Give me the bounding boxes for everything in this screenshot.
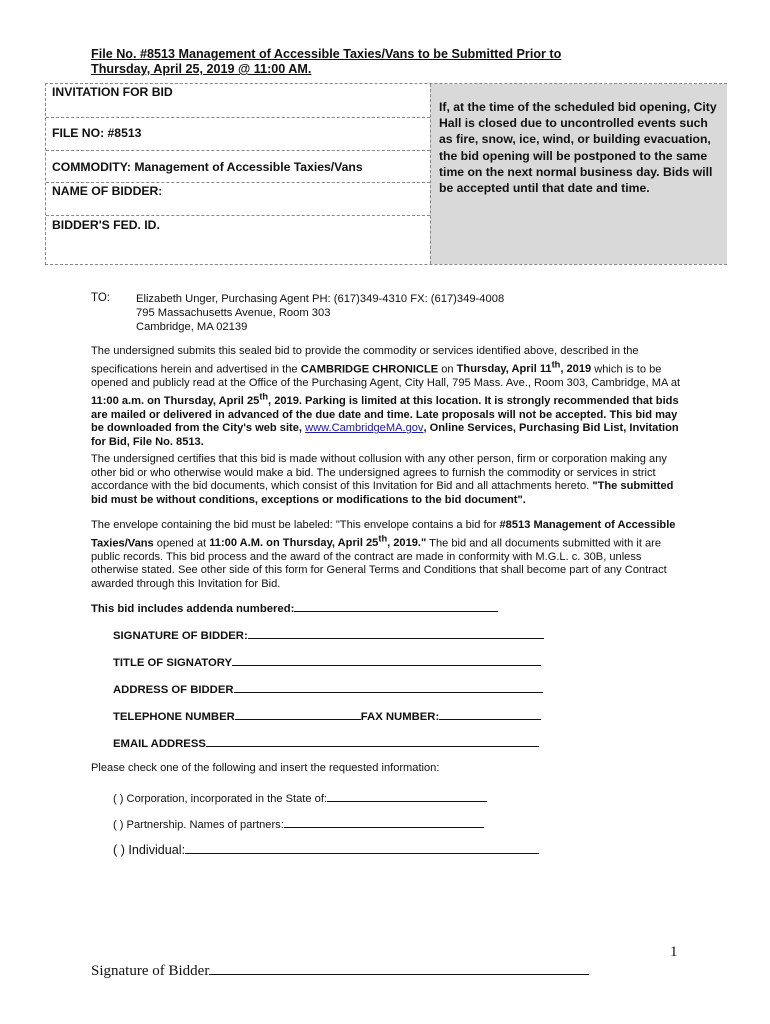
partners-names-line[interactable] bbox=[284, 815, 484, 828]
certification-paragraph bbox=[91, 453, 681, 507]
individual-option[interactable] bbox=[113, 841, 539, 857]
invitation-label: INVITATION FOR BID bbox=[52, 85, 173, 99]
para1-text-2: on bbox=[438, 363, 457, 376]
title-label: TITLE OF SIGNATORY bbox=[113, 657, 233, 669]
file-no-label: FILE NO: #8513 bbox=[52, 126, 142, 140]
title-line-1: File No. #8513 Management of Accessible Taxies/Vans to be Submitted Prior to bbox=[91, 47, 562, 61]
telephone-label: TELEPHONE NUMBER bbox=[113, 711, 235, 723]
phone-fax-field bbox=[113, 707, 541, 723]
para3-bid-title: #8513 Management of Accessible Taxies/Vans bbox=[91, 519, 676, 550]
bidder-name-label: NAME OF BIDDER: bbox=[52, 184, 163, 198]
invitation-cell bbox=[46, 84, 430, 118]
para1-text-1: The undersigned submits this sealed bid to provide the commodity or services identified above, described in the specifications herein and advertised in the bbox=[91, 345, 639, 376]
footer-signature-field bbox=[91, 960, 589, 980]
corporation-label: ( ) Corporation, incorporated in the State of: bbox=[113, 793, 327, 805]
corporation-state-line[interactable] bbox=[327, 789, 487, 802]
para2-text: The undersigned certifies that this bid is made without collusion with any other person, firm or corporation making any other bid or who otherwise would make a bid. The undersigned agrees to furnish the commodity or services in strict accordance with the bid documents, which consist of this Invitation for Bid and all attachments hereto. bbox=[91, 453, 667, 493]
email-label: EMAIL ADDRESS bbox=[113, 738, 206, 750]
fed-id-label: BIDDER'S FED. ID. bbox=[52, 218, 160, 232]
para1-download-info: , Online Services, Purchasing Bid List, Invitation for Bid, File No. 8513. bbox=[91, 422, 679, 448]
city-website-link[interactable]: www.CambridgeMA.gov bbox=[305, 422, 424, 435]
title-field bbox=[113, 653, 541, 669]
signature-field bbox=[113, 626, 544, 642]
partnership-option[interactable] bbox=[113, 815, 484, 831]
page-number: 1 bbox=[670, 944, 678, 960]
title-line-2: Thursday, April 25, 2019 @ 11:00 AM. bbox=[91, 62, 312, 76]
para1-ad-date-sup: th bbox=[551, 359, 561, 370]
bidder-name-cell[interactable] bbox=[46, 182, 430, 216]
individual-label: ( ) Individual: bbox=[113, 843, 186, 857]
signature-input-line[interactable] bbox=[248, 626, 544, 639]
footer-signature-label: Signature of Bidder bbox=[91, 963, 210, 979]
addenda-field bbox=[91, 599, 498, 615]
fed-id-cell[interactable] bbox=[46, 215, 430, 264]
para3-text-3: The bid and all documents submitted with it are public records. This bid process and the award of the contract are made in conformity with M.G.L. c. 30B, unless otherwise stated. See other side of this form for General Terms and Conditions that shall become part of any Contract awarded through this Invitation for Bid. bbox=[91, 537, 667, 591]
para2-bold-statement: "The submitted bid must be without conditions, exceptions or modifications to the bid document". bbox=[91, 480, 674, 506]
bid-info-box bbox=[45, 83, 727, 265]
agent-contact-line: Elizabeth Unger, Purchasing Agent PH: (617)349-4310 FX: (617)349-4008 bbox=[136, 293, 505, 305]
closure-notice-panel bbox=[430, 84, 727, 264]
closure-notice-text: If, at the time of the scheduled bid opening, City Hall is closed due to uncontrolled events such as fire, snow, ice, wind, or building evacuation, the bid opening will be postponed to the same time on the next normal business day. Bids will be accepted until that date and time. bbox=[439, 100, 717, 196]
para1-open-date-end: , 2019. Parking is limited at this location. It is strongly recommended that bids are mailed or delivered in advanced of the due date and time. Late proposals will not be accepted. This bid may be downloaded from the City's web site, bbox=[91, 395, 679, 435]
footer-signature-line[interactable] bbox=[209, 960, 589, 975]
city-line: Cambridge, MA 02139 bbox=[136, 321, 248, 333]
document-title bbox=[91, 47, 561, 77]
telephone-input-line[interactable] bbox=[235, 707, 361, 720]
email-input-line[interactable] bbox=[206, 734, 539, 747]
para3-open-date: 11:00 A.M. on Thursday, April 25 bbox=[209, 537, 379, 550]
submission-paragraph bbox=[91, 345, 681, 450]
addenda-label: This bid includes addenda numbered: bbox=[91, 603, 295, 615]
para3-text-2: opened at bbox=[153, 537, 210, 550]
corporation-option[interactable] bbox=[113, 789, 487, 805]
address-input-line[interactable] bbox=[234, 680, 543, 693]
fax-input-line[interactable] bbox=[439, 707, 541, 720]
para3-open-date-end: , 2019." bbox=[387, 537, 427, 550]
para1-text-3: which is to be opened and publicly read at the Office of the Purchasing Agent, City Hall, 795 Mass. Ave., Room 303, Cambridge, MA at bbox=[91, 363, 681, 389]
addenda-input-line[interactable] bbox=[294, 599, 498, 612]
para1-open-date-sup: th bbox=[259, 391, 269, 402]
individual-name-line[interactable] bbox=[185, 841, 539, 854]
title-input-line[interactable] bbox=[232, 653, 541, 666]
file-no-cell bbox=[46, 117, 430, 151]
commodity-cell bbox=[46, 150, 430, 183]
to-label: TO: bbox=[91, 292, 110, 304]
check-instructions: Please check one of the following and insert the requested information: bbox=[91, 762, 440, 774]
bid-info-fields bbox=[46, 84, 430, 264]
para1-newspaper: CAMBRIDGE CHRONICLE bbox=[300, 363, 439, 376]
para1-ad-date: Thursday, April 11 bbox=[456, 363, 552, 376]
fax-label: FAX NUMBER: bbox=[360, 711, 440, 723]
address-field bbox=[113, 680, 543, 696]
purchasing-agent-address bbox=[136, 292, 504, 334]
email-field bbox=[113, 734, 539, 750]
signature-label: SIGNATURE OF BIDDER: bbox=[113, 630, 248, 642]
para1-ad-date-end: , 2019 bbox=[560, 363, 592, 376]
para3-open-date-sup: th bbox=[378, 533, 388, 544]
partnership-label: ( ) Partnership. Names of partners: bbox=[113, 819, 284, 831]
para3-text-1: The envelope containing the bid must be labeled: "This envelope contains a bid for bbox=[91, 519, 500, 531]
para1-open-date: 11:00 a.m. on Thursday, April 25 bbox=[91, 395, 260, 408]
envelope-paragraph bbox=[91, 519, 681, 592]
address-label: ADDRESS OF BIDDER bbox=[113, 684, 234, 696]
commodity-label: COMMODITY: Management of Accessible Taxies/Vans bbox=[52, 160, 363, 174]
street-address-line: 795 Massachusetts Avenue, Room 303 bbox=[136, 307, 331, 319]
